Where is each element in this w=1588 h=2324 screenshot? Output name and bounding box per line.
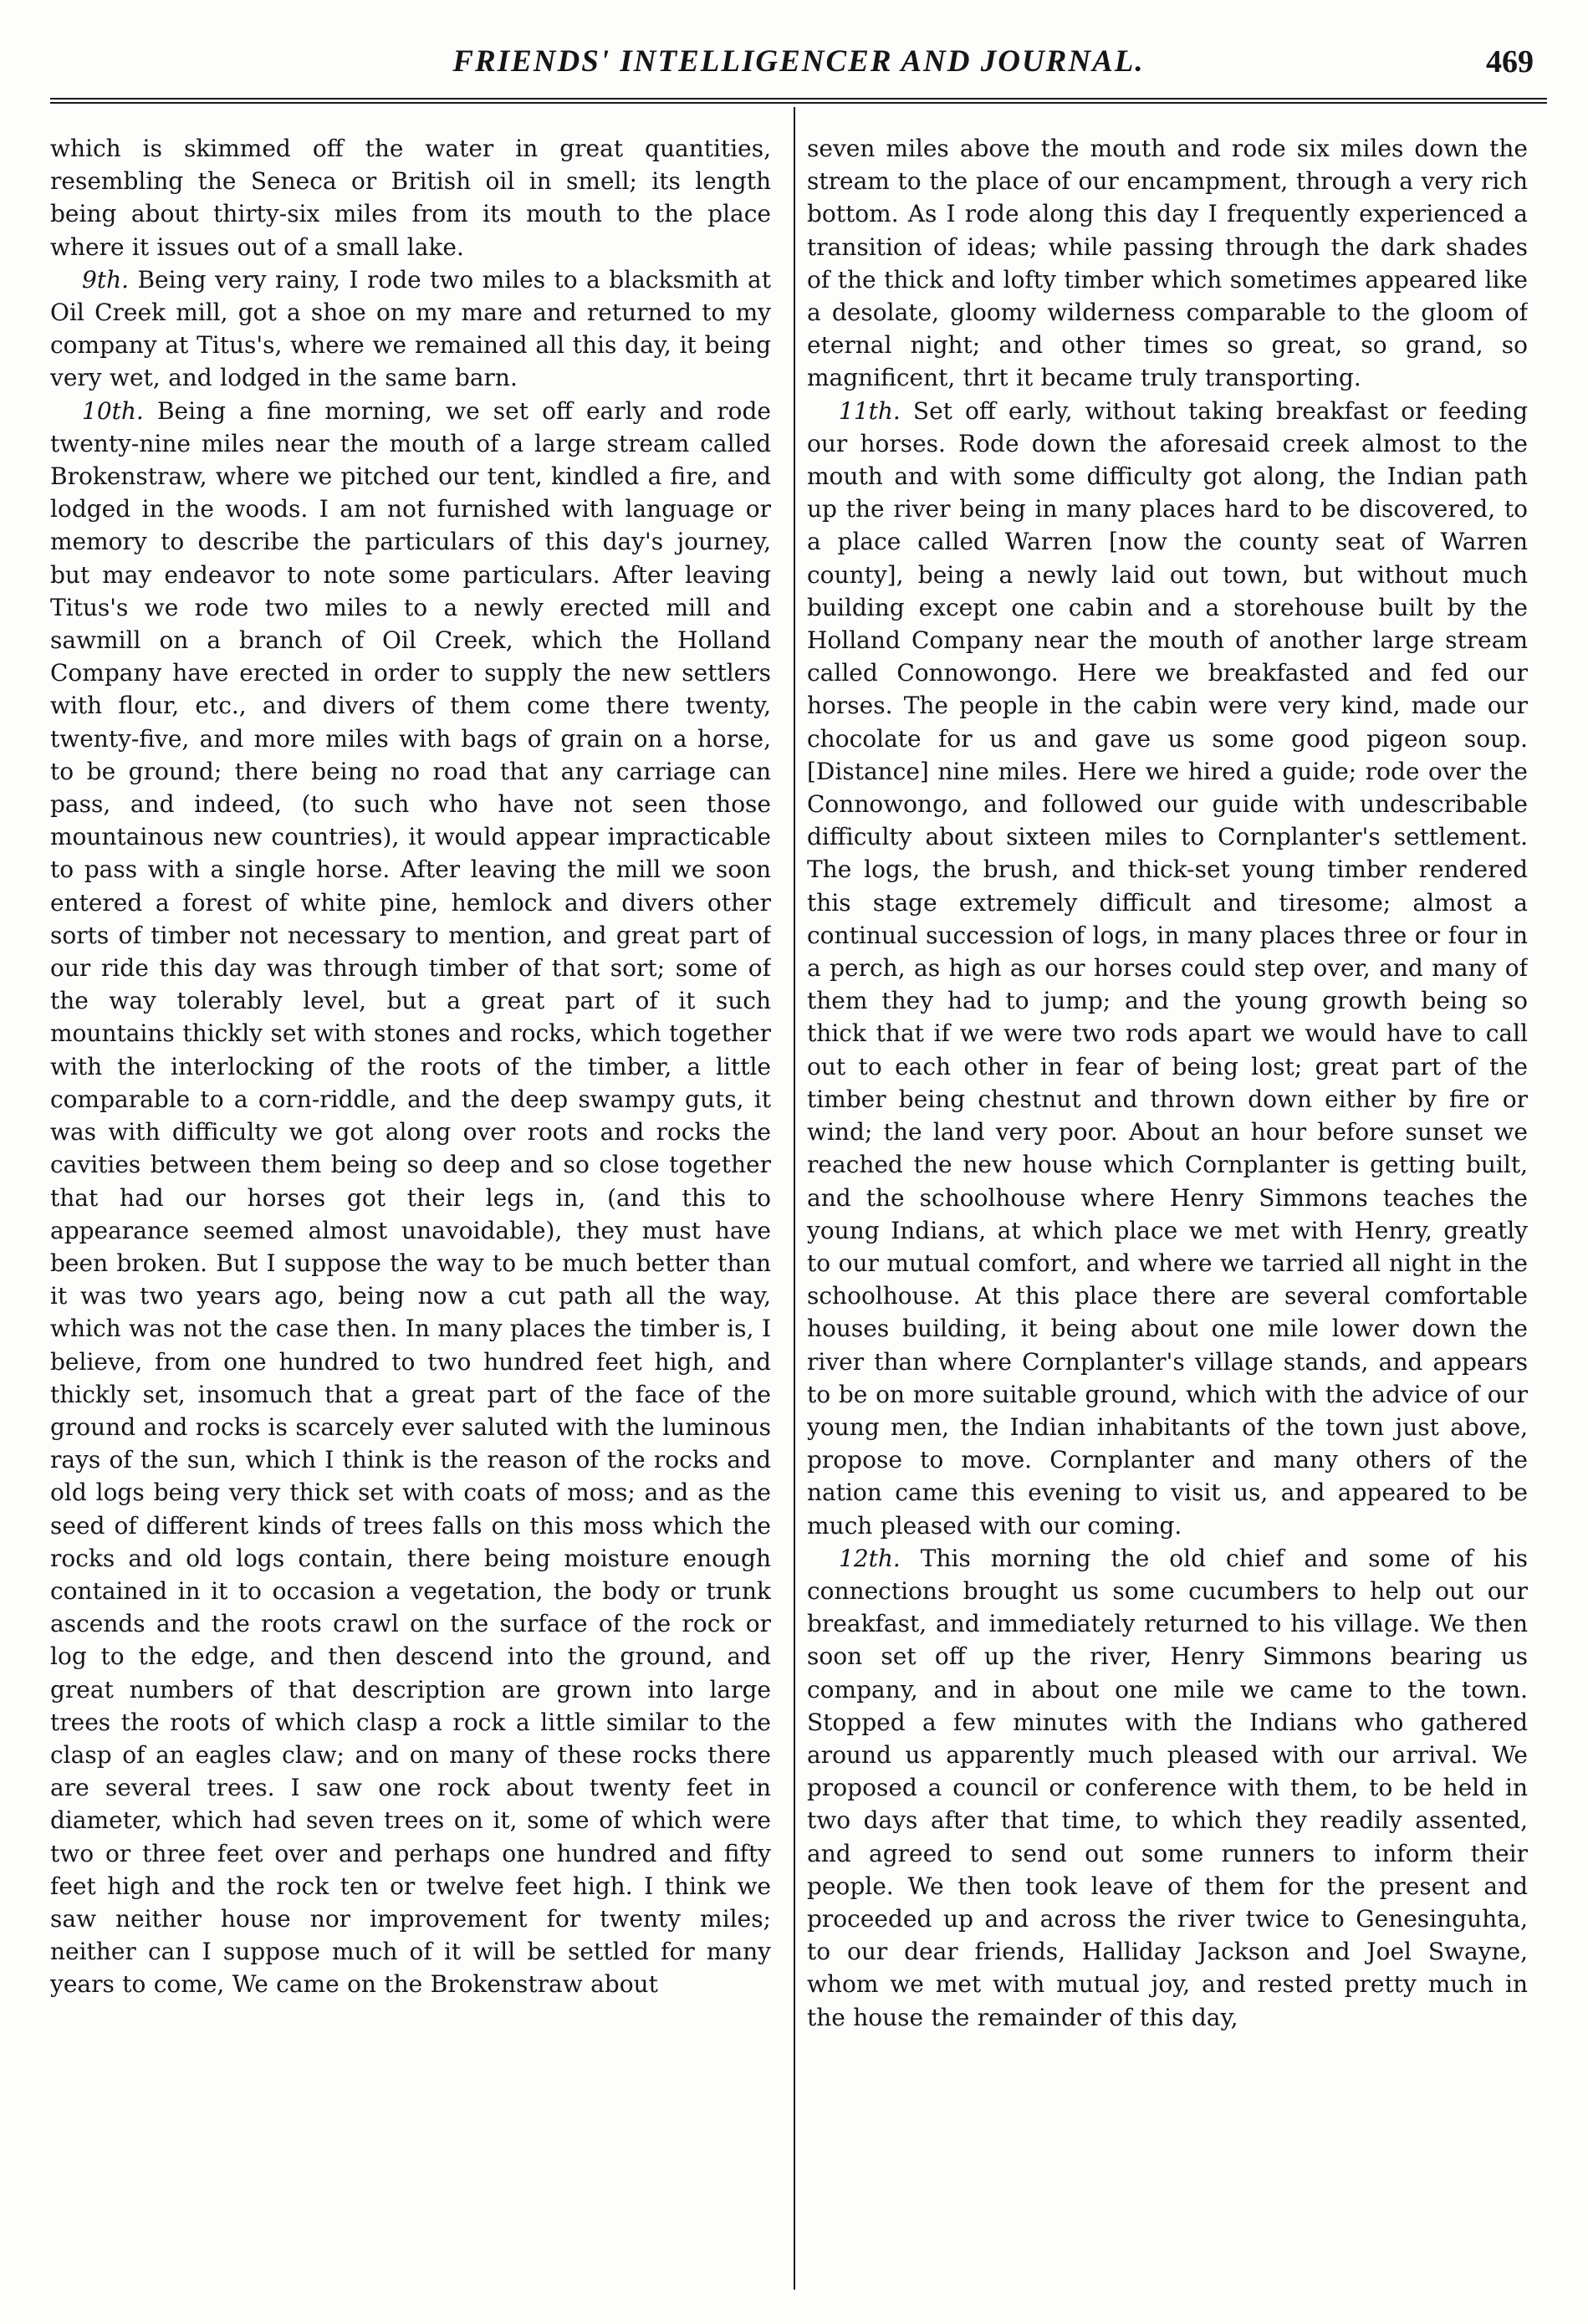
paragraph-continuation (807, 132, 1528, 395)
diary-entry-9th (50, 263, 771, 395)
page-number: 469 (1486, 44, 1534, 79)
right-column (807, 132, 1528, 2290)
entry-date-label: 10th. (82, 396, 144, 425)
entry-date-label: 11th. (839, 396, 901, 425)
diary-entry-10th (50, 395, 771, 2001)
diary-entry-12th (807, 1542, 1528, 2034)
entry-date-label: 12th. (839, 1544, 901, 1572)
page-header (50, 43, 1547, 102)
entry-date-label: 9th. (82, 265, 129, 294)
paragraph-text: Set off early, without taking breakfast or feeding our horses. Rode down the aforesaid creek almost to the mouth and with some difficulty got along, the Indian path up the river being in many places hard to be discovered, to a place called Warren [now the county seat of Warren county], being a newly laid out town, but without much building except one cabin and a storehouse built by the Holland Company near the mouth of another large stream called Connowongo. Here we breakfasted and fed our horses. The people in the cabin were very kind, made our chocolate for us and gave us some good pigeon soup. [Distance] nine miles. Here we hired a guide; rode over the Connowongo, and followed our guide with undescribable difficulty about sixteen miles to Cornplanter's settlement. The logs, the brush, and thick-set young timber rendered this stage extremely difficult and tiresome; almost a continual succession of logs, in many places three or four in a perch, as high as our horses could step over, and many of them they had to jump; and the young growth being so thick that if we were two rods apart we would have to call out to each other in fear of being lost; great part of the timber being chestnut and thrown down either by fire or wind; the land very poor. About an hour before sunset we reached the new house which Cornplanter is getting built, and the schoolhouse where Henry Simmons teaches the young Indians, at which place we met with Henry, greatly to our mutual comfort, and where we tarried all night in the schoolhouse. At this place there are several comfortable houses building, it being about one mile lower down the river than where Cornplanter's village stands, and appears to be on more suitable ground, which with the advice of our young men, the Indian inhabitants of the town just above, propose to move. Cornplanter and many others of the nation came this evening to visit us, and appeared to be much pleased with our coming. (807, 396, 1528, 1540)
paragraph-continuation (50, 132, 771, 263)
left-column (50, 132, 771, 2290)
paragraph-text: Being a fine morning, we set off early and rode twenty-nine miles near the mouth of a large stream called Brokenstraw, where we pitched our tent, kindled a fire, and lodged in the woods. I am not furnished with language or memory to describe the particulars of this day's journey, but may endeavor to note some particulars. After leaving Titus's we rode two miles to a newly erected mill and sawmill on a branch of Oil Creek, which the Holland Company have erected in order to supply the new settlers with flour, etc., and divers of them come there twenty, twenty-five, and more miles with bags of grain on a horse, to be ground; there being no road that any carriage can pass, and indeed, (to such who have not seen those mountainous new countries), it would appear impracticable to pass with a single horse. After leaving the mill we soon entered a forest of white pine, hemlock and divers other sorts of timber not necessary to mention, and great part of our ride this day was through timber of that sort; some of the way tolerably level, but a great part of it such mountains thickly set with stones and rocks, which together with the interlocking of the roots of the timber, a little comparable to a corn-riddle, and the deep swampy guts, it was with difficulty we got along over roots and rocks the cavities between them being so deep and so close together that had our horses got their legs in, (and this to appearance seemed almost unavoidable), they must have been broken. But I suppose the way to be much better than it was two years ago, being now a cut path all the way, which was not the case then. In many places the timber is, I believe, from one hundred to two hundred feet high, and thickly set, insomuch that a great part of the face of the ground and rocks is scarcely ever saluted with the luminous rays of the sun, which I think is the reason of the rocks and old logs being very thick set with coats of moss; and as the seed of different kinds of trees falls on this moss which the rocks and old logs contain, there being moisture enough contained in it to occasion a vegetation, the body or trunk ascends and the roots crawl on the surface of the rock or log to the edge, and then descend into the ground, and great numbers of that description are grown into large trees the roots of which clasp a rock a little similar to the clasp of an eagles claw; and on many of these rocks there are several trees. I saw one rock about twenty feet in diameter, which had seven trees on it, some of which were two or three feet over and perhaps one hundred and fifty feet high and the rock ten or twelve feet high. I think we saw neither house nor improvement for twenty miles; neither can I suppose much of it will be settled for many years to come, We came on the Brokenstraw about (50, 396, 771, 1999)
paragraph-text: which is skimmed off the water in great quantities, resembling the Seneca or British oil in smell; its length being about thirty-six miles from its mouth to the place where it issues out of a small lake. (50, 135, 771, 261)
header-double-rule (50, 98, 1547, 104)
paragraph-text: Being very rainy, I rode two miles to a blacksmith at Oil Creek mill, got a shoe on my mare and returned to my company at Titus's, where we remained all this day, it being very wet, and lodged in the same barn. (50, 265, 771, 392)
paragraph-text: seven miles above the mouth and rode six miles down the stream to the place of our encampment, through a very rich bottom. As I rode along this day I frequently experienced a transition of ideas; while passing through the dark shades of the thick and lofty timber which sometimes appeared like a desolate, gloomy wilderness comparable to the gloom of eternal night; and other times so great, so grand, so magnificent, thrt it became truly transporting. (807, 135, 1528, 392)
diary-entry-11th (807, 395, 1528, 1542)
journal-title: FRIENDS' INTELLIGENCER AND JOURNAL. (452, 44, 1145, 79)
column-divider (794, 107, 795, 2290)
paragraph-text: This morning the old chief and some of his connections brought us some cucumbers to help out our breakfast, and immediately returned to his village. We then soon set off up the river, Henry Simmons bearing us company, and in about one mile we came to the town. Stopped a few minutes with the Indians who gathered around us apparently much pleased with our arrival. We proposed a council or conference with them, to be held in two days after that time, to which they readily assented, and agreed to send out some runners to inform their people. We then took leave of them for the present and proceeded up and across the river twice to Genesinguhta, to our dear friends, Halliday Jackson and Joel Swayne, whom we met with mutual joy, and rested pretty much in the house the remainder of this day, (807, 1544, 1528, 2031)
